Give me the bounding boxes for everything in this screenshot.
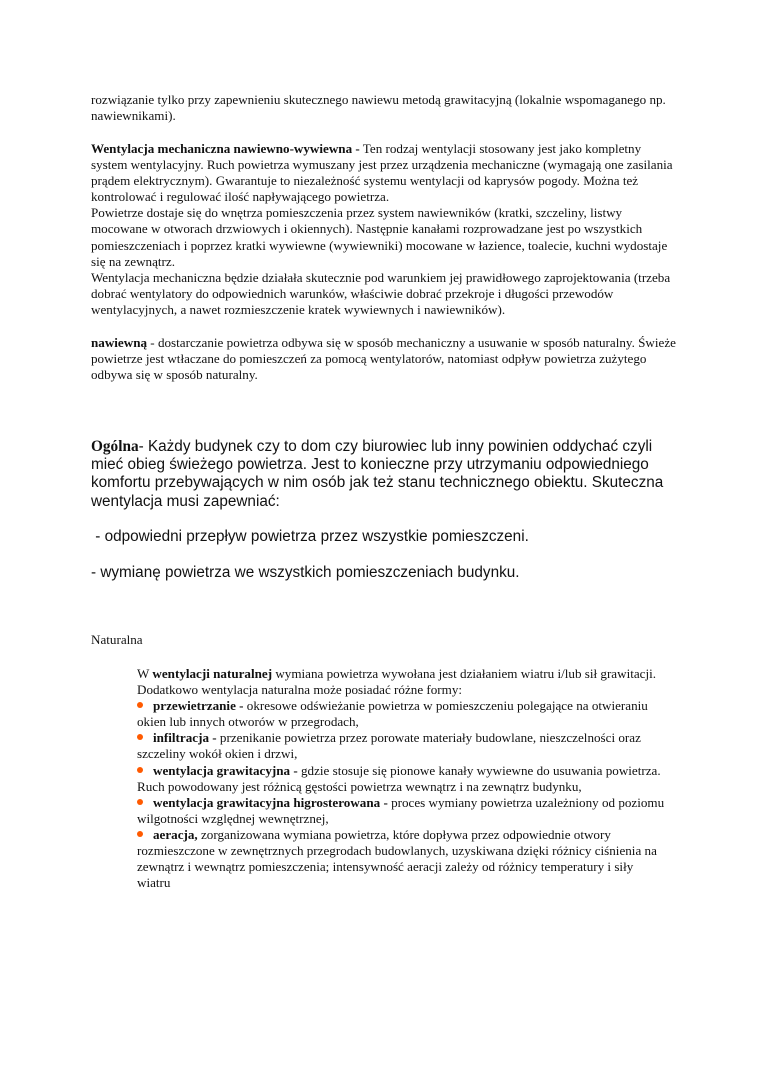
naturalna-intro-pre: W xyxy=(137,666,153,681)
bullet-icon xyxy=(137,799,143,805)
ogolna-text: - Każdy budynek czy to dom czy biurowiec lub inny powinien oddychać czyli mieć obieg świeżego powietrza. Jest to konieczne przy utrzymaniu odpowiedniego komfortu przebywających w nim osób jak też stanu technicznego obiektu. Skuteczna wentylacja musi zapewniać: xyxy=(91,438,664,510)
ogolna-item-2: - wymianę powietrza we wszystkich pomieszczeniach budynku. xyxy=(91,564,520,581)
mechanical-text-1: Ten rodzaj wentylacji stosowany jest jako kompletny system wentylacyjny. Ruch powietrza wymuszany jest przez urządzenia mechaniczne (wymagają one zasilania prądem elektrycznym). Gwarantuje to niezależność systemu wentylacji od kaprysów pogody. Można też kontrolować i regulować ilość napływającego powietrza. xyxy=(91,141,673,205)
ogolna-item-1: - odpowiedni przepływ powietrza przez wszystkie pomieszczeni. xyxy=(91,528,529,545)
list-item-term: wentylacja grawitacyjna - xyxy=(153,762,298,778)
bullet-icon xyxy=(137,831,143,837)
nawiewna-text: - dostarczanie powietrza odbywa się w sposób mechaniczny a usuwanie w sposób naturalny. Świeże powietrze jest wtłaczane do pomieszczeń za pomocą wentylatorów, natomiast odpływ powietrza zużytego odbywa się w sposób naturalny. xyxy=(91,335,676,383)
bullet-icon xyxy=(137,767,143,773)
ogolna-paragraph xyxy=(91,438,676,511)
naturalna-heading: Naturalna xyxy=(91,632,143,647)
nawiewna-title: nawiewną xyxy=(91,335,148,350)
naturalna-intro-bold: wentylacji naturalnej xyxy=(152,666,273,681)
list-item xyxy=(137,763,667,795)
mechanical-paragraph-3: Wentylacja mechaniczna będzie działała skutecznie pod warunkiem jej prawidłowego zaprojektowania (trzeba dobrać wentylatory do odpowiednich warunków, właściwie dobrać przekroje i długości przewodów wentylacyjnych, a nawet rozmieszczenie kratek wywiewnych i nawiewników). xyxy=(91,269,671,317)
naturalna-intro xyxy=(137,666,667,698)
list-item-term: aeracja, xyxy=(153,826,198,842)
list-item-text: gdzie stosuje się pionowe kanały wywiewne do usuwania powietrza. Ruch powodowany jest różnicą gęstości powietrza wewnątrz i na zewnątrz budynku, xyxy=(137,762,661,794)
list-item-term: przewietrzanie - xyxy=(153,698,244,714)
ogolna-title: Ogólna xyxy=(91,438,139,455)
list-item xyxy=(137,795,667,827)
mechanical-title: Wentylacja mechaniczna nawiewno-wywiewna - xyxy=(91,141,360,156)
list-item xyxy=(137,827,667,891)
list-item-text: zorganizowana wymiana powietrza, które dopływa przez odpowiednie otwory rozmieszczone w zewnętrznych przegrodach budowlanych, uzyskiwana dzięki różnicy ciśnienia na zewnątrz i wewnątrz pomieszczenia; intensywność aeracji zależy od różnicy temperatury i siły wiatru xyxy=(137,826,657,891)
list-item-text: okresowe odświeżanie powietrza w pomieszczeniu polegające na otwieraniu okien lub innych otworów w przegrodach, xyxy=(137,698,648,730)
bullet-icon xyxy=(137,702,143,708)
ogolna-section xyxy=(91,438,676,511)
list-item-text: proces wymiany powietrza uzależniony od poziomu wilgotności względnej wewnętrznej, xyxy=(137,794,665,826)
intro-paragraph xyxy=(91,92,676,124)
nawiewna-paragraph xyxy=(91,335,676,383)
mechanical-section xyxy=(91,141,676,318)
list-item-text: przenikanie powietrza przez porowate materiały budowlane, nieszczelności oraz szczeliny wokół okien i drzwi, xyxy=(137,730,641,762)
naturalna-list xyxy=(137,666,667,891)
list-item-term: wentylacja grawitacyjna higrosterowana - xyxy=(153,794,388,810)
list-item-term: infiltracja - xyxy=(153,730,217,746)
naturalna-intro-post: wymiana powietrza wywołana jest działaniem wiatru i/lub sił grawitacji. Dodatkowo wentylacja naturalna może posiadać różne formy: xyxy=(137,666,657,698)
list-item xyxy=(137,698,667,730)
mechanical-paragraph-1 xyxy=(91,141,676,205)
mechanical-paragraph-2: Powietrze dostaje się do wnętrza pomieszczenia przez system nawiewników (kratki, szczeliny, listwy mocowane w otworach drzwiowych i okiennych). Następnie kanałami rozprowadzane jest po wszystkich pomieszczeniach i poprzez kratki wywiewne (wywiewniki) mocowane w łazience, toalecie, kuchni wydostaje się na zewnątrz. xyxy=(91,205,668,269)
nawiewna-section xyxy=(91,335,676,383)
list-item xyxy=(137,730,667,762)
intro-text: rozwiązanie tylko przy zapewnieniu skutecznego nawiewu metodą grawitacyjną (lokalnie wspomaganego np. nawiewnikami). xyxy=(91,92,666,124)
bullet-icon xyxy=(137,734,143,740)
